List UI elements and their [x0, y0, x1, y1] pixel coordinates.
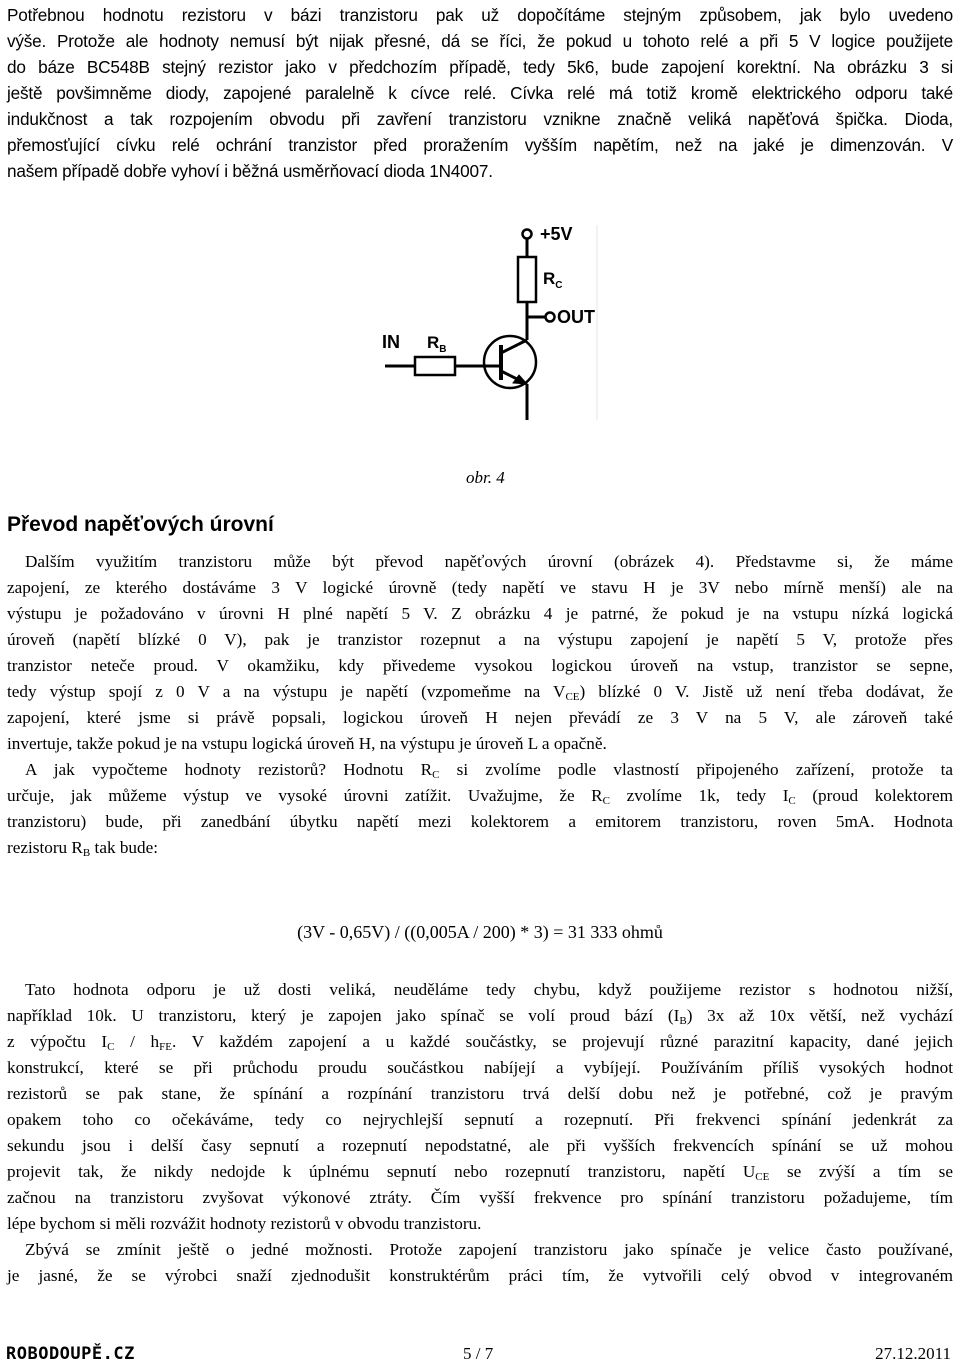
- label-rc: R: [543, 269, 556, 288]
- label-vcc: +5V: [540, 224, 573, 244]
- text-line: z výpočtu $I_C / h_{FE}$. V každém zapojení a u každé součástky, se projevují různé parazitní kapacity, dané jejich: [7, 1032, 953, 1053]
- text-line: určuje, jak můžeme výstup ve vysoké úrovni zatížit. Uvažujme, že $R_C$ zvolíme 1k, tedy $I_C$ (proud kolektorem: [7, 786, 953, 807]
- resistor-rc: [518, 257, 536, 302]
- text-line: ještě povšimněme diody, zapojené paralelně k cívce relé. Cívka relé má totiž kromě elektrického odporu také: [7, 83, 953, 103]
- text-line: invertuje, takže pokud je na vstupu logická úroveň H, na výstupu je úroveň L a opačně.: [7, 734, 607, 753]
- text-line: přemosťující cívku relé ochrání tranzistor před proražením vyšším napětím, než na jaké je dimenzován. V: [7, 135, 953, 155]
- text-line: konstrukcí, které se při průchodu proudu součástkou nabíjejí a vybíjejí. Používáním příliš vysokých hodnot: [7, 1058, 953, 1077]
- text-line: začnou na tranzistoru zvyšovat výkonové ztráty. Čím vyšší frekvence pro spínání tranzistoru požadujeme, tím: [7, 1188, 953, 1207]
- label-in: IN: [382, 332, 400, 352]
- text-line: tranzistoru) bude, při zanedbání úbytku napětí mezi kolektorem a emitorem tranzistoru, roven 5mA. Hodnota: [7, 812, 953, 831]
- text-line: úroveň (napětí blízké 0 V), pak je tranzistor rozepnut a na výstupu zapojení je napětí 5 V, protože přes: [7, 630, 953, 649]
- svg-text:RC: [543, 269, 563, 291]
- text-line: indukčnost a tak rozpojením obvodu při zavření tranzistoru vznikne značně veliká napěťová špička. Dioda,: [7, 109, 953, 129]
- vcc-terminal: [523, 230, 532, 239]
- site-logo: ROBODOUPĚ.CZ: [6, 1344, 135, 1364]
- label-rb-sub: B: [439, 344, 447, 355]
- text-line: A jak vypočteme hodnoty rezistorů? Hodnotu $R_C$ si zvolíme podle vlastností připojeného zařízení, protože ta: [25, 760, 953, 781]
- label-out: OUT: [557, 307, 595, 327]
- text-line: výstupu je požadováno v úrovni H plné napětí 5 V. Z obrázku 4 je patrné, že pokud je na vstupu nízká logická: [7, 604, 953, 623]
- text-line: sekundu jsou i delší časy sepnutí a rozepnutí nepodstatné, ale při vyšších frekvencích spínání se už mohou: [7, 1136, 953, 1155]
- text-line: zapojení, které jsme si právě popsali, logickou úroveň H nejen převádí ze 3 V na 5 V, ale zároveň také: [7, 708, 953, 727]
- transistor-level-shifter-schematic: [370, 220, 610, 425]
- text-line: například 10k. U tranzistoru, který je zapojen jako spínač se volí proud bází $(I_B)$ 3x až 10x větší, než vychází: [7, 1006, 953, 1027]
- text-line: zapojení, ze kterého dostáváme 3 V logické úrovně (tedy napětí ve stavu H je 3V nebo mírně menší) ale na: [7, 578, 953, 597]
- paragraph-switching: [7, 977, 953, 1237]
- text-line: opakem toho co očekáváme, tedy co nejrychlejší sepnutí a rozepnutí. Při frekvenci spínání jedenkrát za: [7, 1110, 953, 1129]
- figure-caption: obr. 4: [466, 468, 505, 487]
- text-line: je jasné, že se výrobci snaží zjednodušit konstruktérům práci tím, že vytvořili celý obvod v integrovaném: [7, 1266, 953, 1285]
- transistor-body: [484, 336, 536, 388]
- emitter-arrow: [513, 375, 527, 384]
- text-line: Potřebnou hodnotu rezistoru v bázi tranzistoru pak už dopočítáme stejným způsobem, jak bylo uvedeno: [7, 5, 953, 25]
- label-rb: R: [427, 333, 440, 352]
- paragraph-integrated: [7, 1237, 953, 1289]
- text-line: rezistorů se pak stane, že spínání a rozpínání tranzistoru trvá delší dobu než je potřebné, což je pravým: [7, 1084, 953, 1103]
- text-line: našem případě dobře vyhoví i běžná usměrňovací dioda 1N4007.: [7, 161, 493, 181]
- paragraph-intro: [7, 2, 953, 184]
- text-line: Zbývá se zmínit ještě o jedné možnosti. Protože zapojení tranzistoru jako spínače je velice často používané,: [25, 1240, 953, 1259]
- text-line: výše. Protože ale hodnoty nemusí být nijak přesné, dá se říci, že pokud u tohoto relé a při 5 V logice použijete: [7, 31, 953, 51]
- svg-text:RB: [427, 333, 447, 355]
- resistor-rb: [415, 357, 455, 375]
- text-line: Dalším využitím tranzistoru může být převod napěťových úrovní (obrázek 4). Představme si, že máme: [25, 552, 953, 571]
- paragraph-level-conversion: [7, 549, 953, 757]
- text-line: Tato hodnota odporu je už dosti veliká, neuděláme tedy chybu, když použijeme rezistor s hodnotou nižší,: [25, 980, 953, 999]
- label-rc-sub: C: [555, 280, 563, 291]
- text-line: tedy výstup spojí z 0 V a na výstupu je napětí (vzpomeňme na $V_{CE}$) blízké 0 V. Jistě už není třeba dodávat, že: [7, 682, 953, 703]
- out-terminal: [546, 313, 555, 322]
- section-heading: Převod napěťových úrovní: [7, 513, 274, 536]
- text-line: do báze BC548B stejný rezistor jako v předchozím případě, tedy 5k6, bude zapojení korektní. Na obrázku 3 si: [7, 57, 953, 77]
- text-line: rezistoru $R_B$ tak bude:: [7, 838, 159, 859]
- text-line: lépe bychom si měli rozvážit hodnoty rezistorů v obvodu tranzistoru.: [7, 1214, 482, 1233]
- paragraph-resistor-calc: [7, 757, 953, 861]
- footer-date: 27.12.2011: [875, 1344, 951, 1363]
- formula: (3V - 0,65V) / ((0,005A / 200) * 3) = 31 333 ohmů: [297, 922, 663, 942]
- page-number: 5 / 7: [463, 1344, 494, 1363]
- text-line: projevit tak, že nikdy nedojde k úplnému sepnutí nebo rozepnutí tranzistoru, napětí $U_{CE}$ se zvýší a tím se: [7, 1162, 953, 1183]
- text-line: tranzistor neteče proud. V okamžiku, kdy přivedeme vysokou logickou úroveň na vstup, tranzistor se sepne,: [7, 656, 953, 675]
